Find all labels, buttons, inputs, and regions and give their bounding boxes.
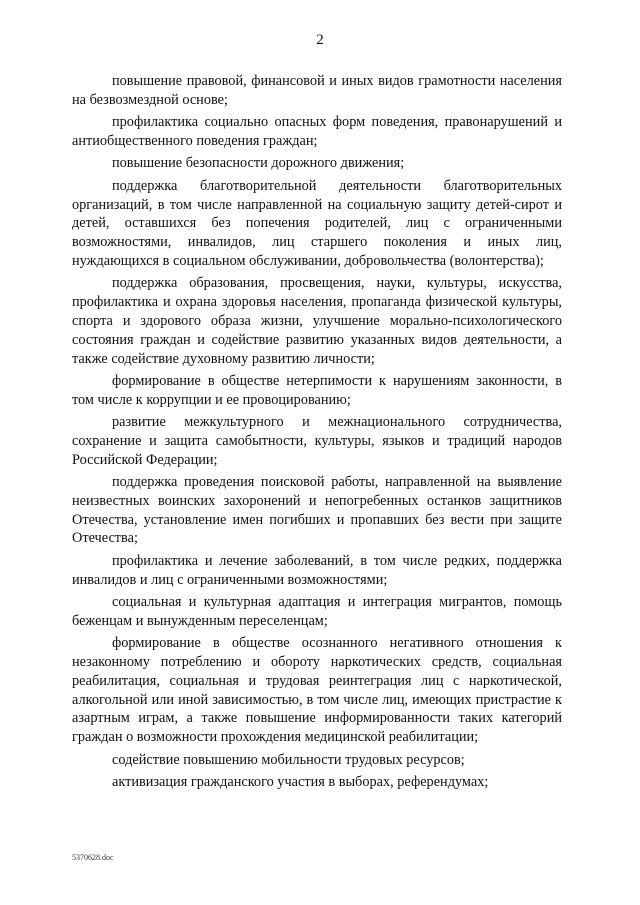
document-body (72, 72, 562, 795)
page-number: 2 (316, 32, 324, 48)
paragraph: профилактика социально опасных форм поведения, правонарушений и антиобщественного поведения граждан; (72, 114, 562, 149)
paragraph: формирование в обществе осознанного негативного отношения к незаконному потреблению и обороту наркотических средств, социальная реабилитация, социальная и трудовая реинтеграция лиц с наркотической, алкогольной или иной зависимостью, в том числе лиц, имеющих пристрастие к азартным играм, а также повышение информированности таких категорий граждан о возможности прохождения медицинской реабилитации; (72, 635, 562, 746)
paragraph: поддержка проведения поисковой работы, направленной на выявление неизвестных воинских захоронений и непогребенных останков защитников Отечества, установление имен погибших и пропавших без вести при защите Отечества; (72, 474, 562, 547)
paragraph: повышение правовой, финансовой и иных видов грамотности населения на безвозмездной основе; (72, 73, 562, 108)
paragraph: формирование в обществе нетерпимости к нарушениям законности, в том числе к коррупции и ее провоцированию; (72, 372, 562, 408)
paragraph: активизация гражданского участия в выборах, референдумах; (112, 774, 489, 791)
paragraph: социальная и культурная адаптация и интеграция мигрантов, помощь беженцам и вынужденным переселенцам; (72, 594, 562, 629)
paragraph: повышение безопасности дорожного движения; (112, 155, 405, 172)
footer-filename: 5370628.doc (72, 853, 114, 862)
paragraph: развитие межкультурного и межнационального сотрудничества, сохранение и защита самобытности, культуры, языков и традиций народов Российской Федерации; (72, 414, 562, 468)
paragraph: содействие повышению мобильности трудовых ресурсов; (112, 751, 465, 768)
paragraph: поддержка благотворительной деятельности благотворительных организаций, в том числе направленной на социальную защиту детей-сирот и детей, оставшихся без попечения родителей, лиц с ограниченными возможностями, инвалидов, лиц старшего поколения и иных лиц, нуждающихся в социальном обслуживании, добровольчества (волонтерства); (72, 177, 562, 269)
paragraph: профилактика и лечение заболеваний, в том числе редких, поддержка инвалидов и лиц с ограниченными возможностями; (72, 552, 562, 588)
paragraph: поддержка образования, просвещения, науки, культуры, искусства, профилактика и охрана здоровья населения, пропаганда физической культуры, спорта и здорового образа жизни, улучшение морально-психологического состояния граждан и содействие развитию указанных видов деятельности, а также содействие духовному развитию личности; (72, 275, 562, 367)
